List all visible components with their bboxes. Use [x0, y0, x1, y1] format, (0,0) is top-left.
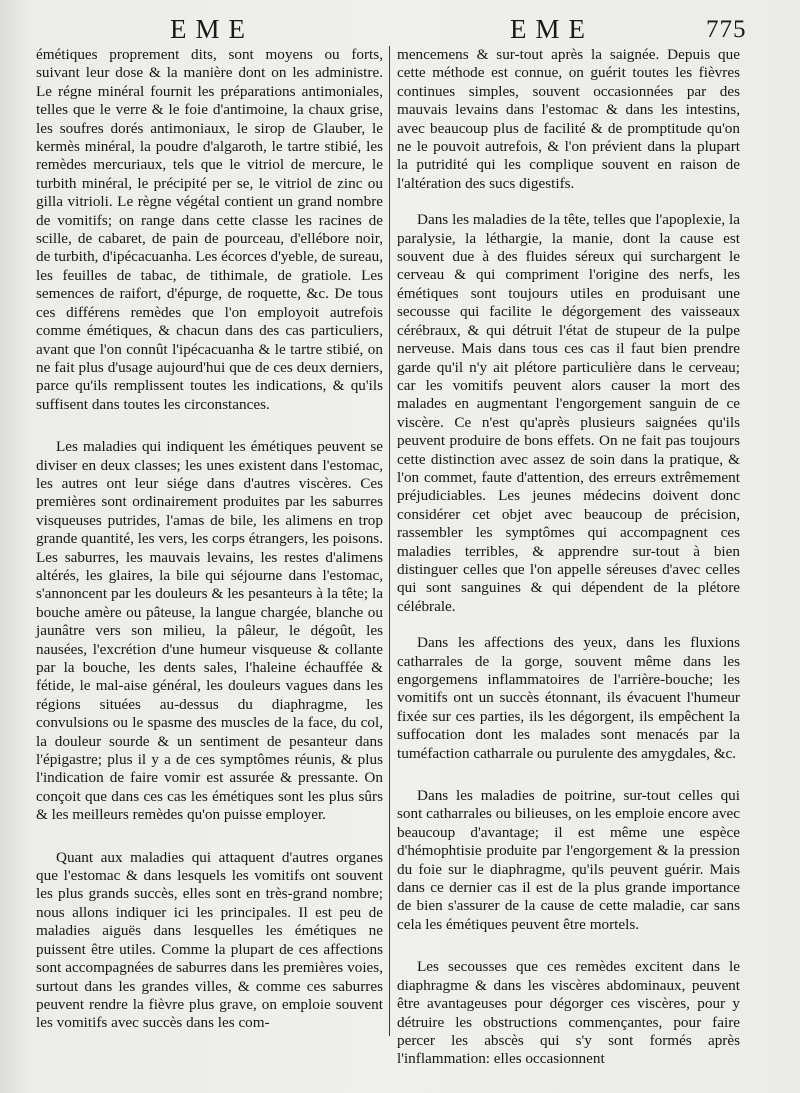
- right-headword: EME: [510, 14, 594, 44]
- left-headword: EME: [170, 14, 254, 44]
- paragraph-3: Quant aux maladies qui attaquent d'autres organes que l'estomac & dans lesquels les vomitifs ont souvent les plus grands succès, elles sont en très-grand nombre; nous allons indiquer ici les principales. Il est peu de maladies aiguës dans lesquelles les émétiques ne puissent être utiles. Comme la plupart de ces affections sont accompagnées de saburres dans les premières voies, surtout dans les grandes villes, & comme ces saburres peuvent rendre la fièvre plus grave, on emploie souvent les vomitifs avec succès dans les com-: [36, 848, 383, 1032]
- page-number: 775: [706, 16, 747, 43]
- left-column: [36, 46, 383, 1033]
- paragraph-2: Les maladies qui indiquent les émétiques peuvent se diviser en deux classes; les unes existent dans l'estomac, les autres ont leur siége dans d'autres viscères. Ces premières sont ordinairement produites par les saburres visqueuses putrides, l'amas de bile, les alimens en trop grande quantité, les vers, les corps étrangers, les poisons. Les saburres, les mauvais levains, les restes d'alimens altérés, les glaires, la bile qui séjourne dans l'estomac, s'annoncent par les douleurs & les pesanteurs à la tête; la bouche amère ou pâteuse, la langue chargée, blanche ou jaunâtre vers son milieu, la pâleur, le dégoût, les nausées, l'excrétion d'une humeur visqueuse & collante par la bouche, les dents sales, l'haleine échauffée & fétide, le mal-aise général, les douleurs vagues dans les régions situées au-dessus du diaphragme, les convulsions ou le spasme des muscles de la face, du col, la douleur sourde & un sentiment de pesanteur dans l'épigastre; plus il y a de ces symptômes réunis, & plus l'indication de faire vomir est assurée & pressante. On conçoit que dans ces cas les émétiques sont les plus sûrs & les meilleurs remèdes qu'on puisse employer.: [36, 438, 383, 824]
- column-divider: [389, 46, 390, 1036]
- paragraph-6: Dans les affections des yeux, dans les fluxions catharrales de la gorge, souvent même dans les engorgemens inflammatoires de l'arrière-bouche; les vomitifs ont un succès étonnant, ils évacuent l'humeur fixée sur ces parties, ils les dégorgent, ils empêchent la suffocation dont les malades sont menacés par la tuméfaction catharrale ou purulente des amygdales, &c.: [397, 634, 740, 762]
- paragraph-4: mencemens & sur-tout après la saignée. Depuis que cette méthode est connue, on guérit toutes les fièvres continues simples, souvent occasionnées par des mauvais levains dans l'estomac & dans les intestins, avec beaucoup plus de facilité & de promptitude qu'on ne le pouvoit autrefois, & l'on prévient dans la plupart la putridité qui les complique souvent en raison de l'altération des sucs digestifs.: [397, 46, 740, 192]
- right-column: [397, 46, 740, 1069]
- paragraph-1: émétiques proprement dits, sont moyens ou forts, suivant leur dose & la manière dont on les administre. Le régne minéral fournit les préparations antimoniales, telles que le verre & le foie d'antimoine, la chaux grise, les soufres dorés antimoniaux, le sirop de Glauber, le kermès minéral, la poudre d'algaroth, le tartre stibié, les remèdes mercuriaux, tels que le vitriol de mercure, le turbith minéral, le précipité per se, le vitriol de zinc ou gilla vitrioli. Le règne végétal contient un grand nombre de vomitifs; on range dans cette classe les racines de scille, de cabaret, de pain de pourceau, d'ellébore noir, de turbith, d'ipécacuanha. Les écorces d'yeble, de sureau, les feuilles de tabac, de tithimale, de gratiole. Les semences de raifort, d'épurge, de roquette, &c. De tous ces différens remèdes que l'on employoit autrefois comme émétiques, & chacun dans des cas particuliers, avant que l'on connût l'ipécacuanha & le tartre stibié, on ne fait plus d'usage aujourd'hui que de ces deux derniers, parce qu'ils remplissent toutes les indications, & qu'ils suffisent dans toutes les circonstances.: [36, 46, 383, 413]
- running-header: [0, 10, 800, 50]
- paragraph-8: Les secousses que ces remèdes excitent dans le diaphragme & dans les viscères abdominaux, peuvent être avantageuses pour dégorger ces viscères, pour y détruire les obstructions commençantes, pour faire percer les abscès qui s'y sont formés après l'inflammation: elles occasionnent: [397, 958, 740, 1068]
- paragraph-5: Dans les maladies de la tête, telles que l'apoplexie, la paralysie, la léthargie, la manie, dont la cause est souvent due à des fluides séreux qui surchargent le cerveau & qui compriment l'origine des nerfs, les émétiques sont toujours utiles en produisant une secousse qui facilite le dégorgement des vaisseaux cérébraux, & qui détruit l'état de stupeur de la pulpe nerveuse. Mais dans tous ces cas il faut bien prendre garde qu'il n'y ait plétore particulière dans le cerveau; car les vomitifs peuvent alors causer la mort des malades en augmentant l'engorgement sanguin de ce viscère. Ce n'est qu'après plusieurs saignées qu'ils peuvent produire de bons effets. On ne fait pas toujours cette distinction avec assez de soin dans la pratique, & l'on commet, faute d'attention, des erreurs extrêmement préjudiciables. Les jeunes médecins doivent donc considérer cet objet avec beaucoup de précision, rassembler les symptômes qui accompagnent ces maladies terribles, & apprendre sur-tout à bien distinguer celles que l'on appelle séreuses d'avec celles qui sont sanguines & qui dépendent de la plétore célébrale.: [397, 211, 740, 615]
- paragraph-7: Dans les maladies de poitrine, sur-tout celles qui sont catharrales ou bilieuses, on les emploie encore avec beaucoup d'avantage; il est même une espèce d'hémophtisie produite par l'engorgement & la pression du foie sur le diaphragme, qu'ils peuvent guérir. Mais dans ce dernier cas il est de la plus grande importance de bien s'assurer de la cause de cette maladie, car sans cela les émétiques peuvent être mortels.: [397, 787, 740, 933]
